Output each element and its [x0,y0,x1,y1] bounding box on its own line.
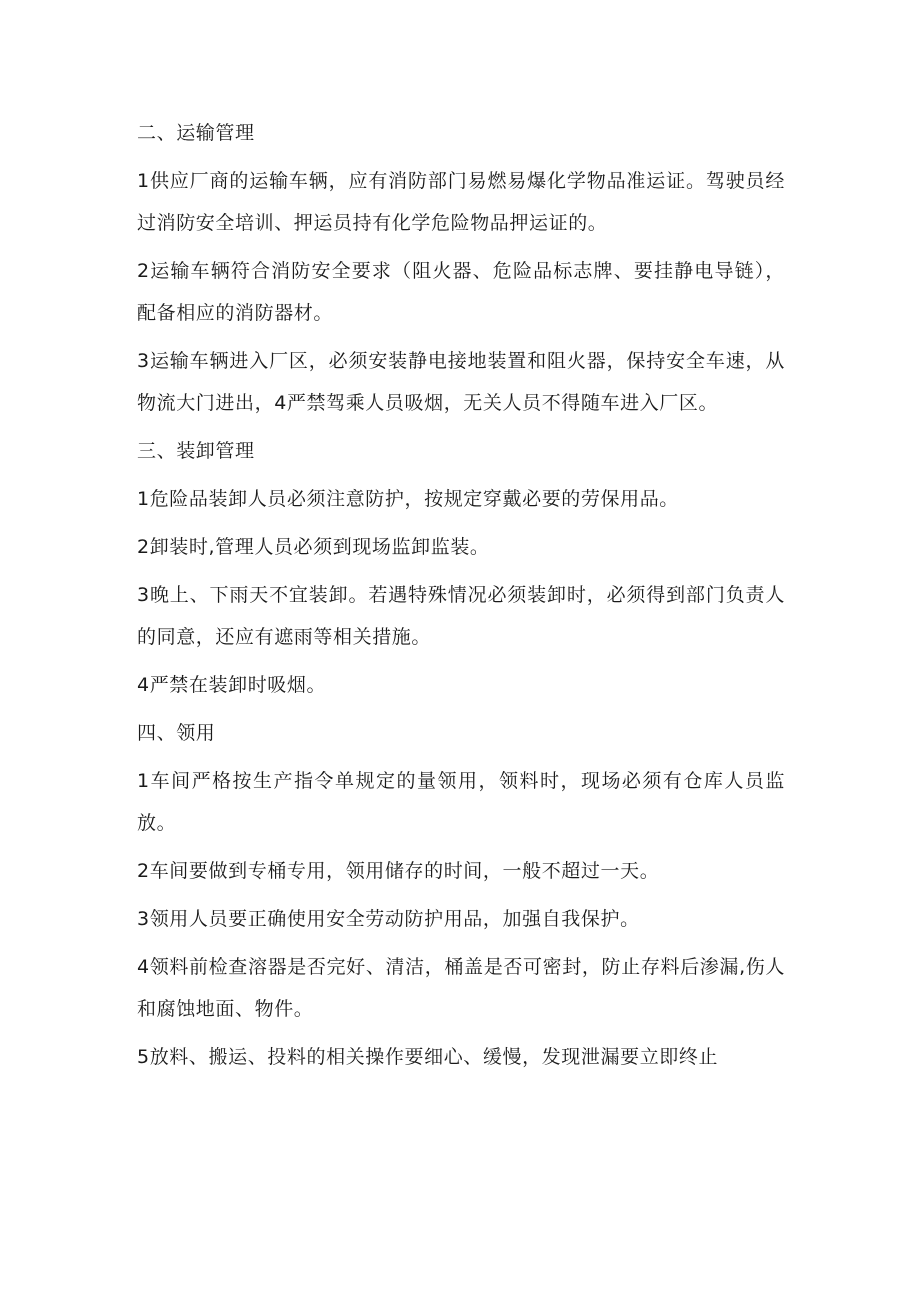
paragraph: 4领料前检查溶器是否完好、清洁，桶盖是否可密封，防止存料后渗漏,伤人和腐蚀地面、物件。 [137,956,785,1020]
section-heading: 二、运输管理 [137,122,255,144]
section-requisition [137,712,785,1078]
section-transport [137,112,785,430]
paragraph: 5放料、搬运、投料的相关操作要细心、缓慢，发现泄漏要立即终止 [137,1046,719,1068]
paragraph: 1危险品装卸人员必须注意防护，按规定穿戴必要的劳保用品。 [137,488,679,510]
section-loading [137,430,785,712]
paragraph: 4严禁在装卸时吸烟。 [137,674,327,696]
paragraph: 3运输车辆进入厂区，必须安装静电接地装置和阻火器，保持安全车速，从物流大门进出，4严禁驾乘人员吸烟，无关人员不得随车进入厂区。 [137,350,785,414]
paragraph: 2车间要做到专桶专用，领用储存的时间，一般不超过一天。 [137,860,660,882]
paragraph: 3晚上、下雨天不宜装卸。若遇特殊情况必须装卸时，必须得到部门负责人的同意，还应有遮雨等相关措施。 [137,584,785,648]
section-heading: 四、领用 [137,722,216,744]
paragraph: 2运输车辆符合消防安全要求（阻火器、危险品标志牌、要挂静电导链），配备相应的消防器材。 [137,260,785,324]
paragraph: 3领用人员要正确使用安全劳动防护用品，加强自我保护。 [137,908,640,930]
document-body [137,112,785,1078]
paragraph: 2卸装时,管理人员必须到现场监卸监装。 [137,536,490,558]
paragraph: 1车间严格按生产指令单规定的量领用，领料时，现场必须有仓库人员监放。 [137,770,785,834]
section-heading: 三、装卸管理 [137,440,255,462]
paragraph: 1供应厂商的运输车辆，应有消防部门易燃易爆化学物品准运证。驾驶员经过消防安全培训、押运员持有化学危险物品押运证的。 [137,170,785,234]
